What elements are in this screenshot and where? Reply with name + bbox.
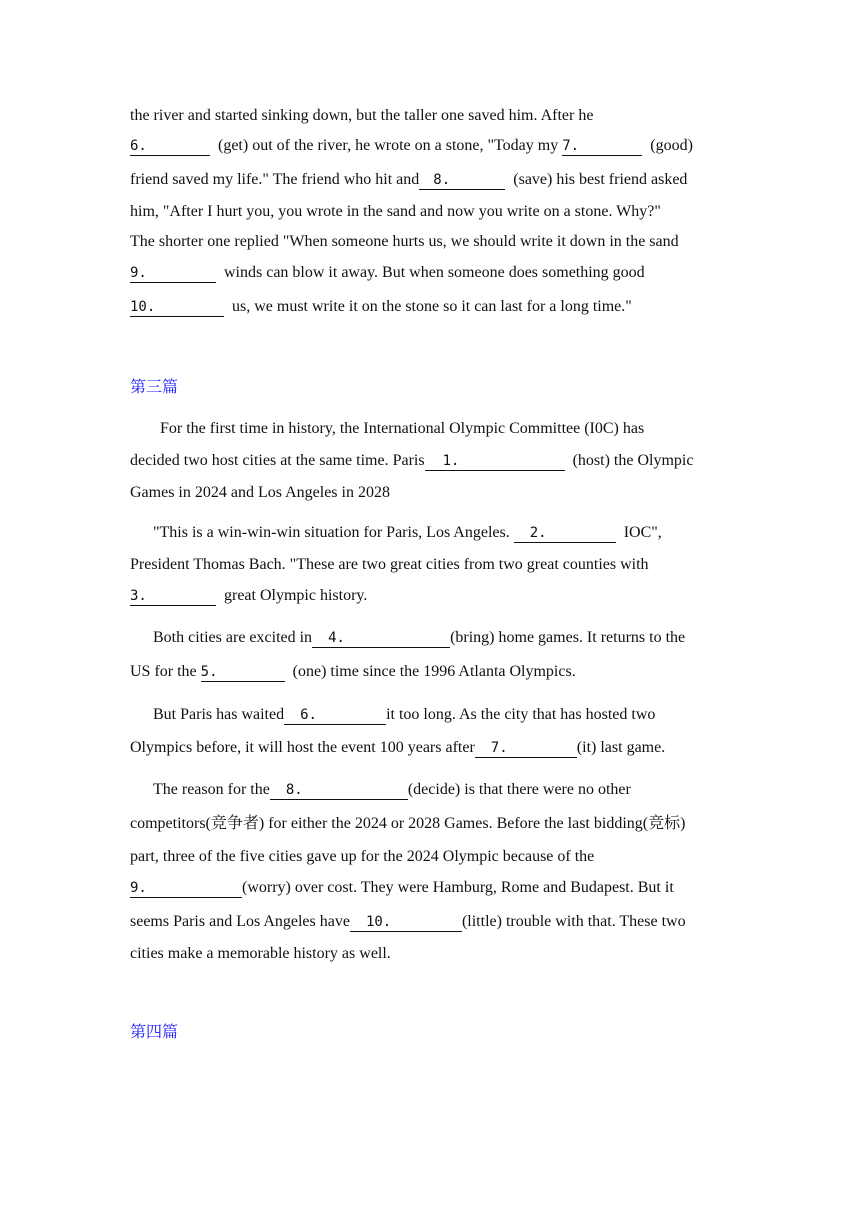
text-span: it too long. As the city that has hosted two bbox=[386, 706, 656, 723]
text-line bbox=[130, 738, 665, 758]
text-span: (little) trouble with that. These two bbox=[461, 913, 686, 930]
answer-blank[interactable]: 6. bbox=[284, 707, 386, 725]
answer-blank[interactable]: 6. bbox=[130, 138, 210, 156]
answer-blank[interactable]: 10. bbox=[130, 299, 224, 317]
answer-blank[interactable]: 2. bbox=[514, 525, 616, 543]
text-span: IOC", bbox=[615, 524, 662, 541]
answer-blank[interactable]: 7. bbox=[562, 138, 642, 156]
section-heading: 第三篇 bbox=[130, 377, 179, 396]
text-line: the river and started sinking down, but the taller one saved him. After he bbox=[130, 107, 594, 124]
text-span: Olympics before, it will host the event 100 years after bbox=[130, 739, 475, 756]
text-line bbox=[153, 705, 655, 725]
answer-blank[interactable]: 10. bbox=[350, 914, 462, 932]
text-span: (it) last game. bbox=[576, 739, 666, 756]
text-span: The reason for the bbox=[153, 781, 270, 798]
text-line bbox=[130, 170, 687, 190]
text-span: (good) bbox=[642, 137, 693, 154]
answer-blank[interactable]: 5. bbox=[201, 664, 285, 682]
text-span: decided two host cities at the same time. Paris bbox=[130, 452, 425, 469]
text-span: But Paris has waited bbox=[153, 706, 285, 723]
answer-blank[interactable]: 9. bbox=[130, 265, 216, 283]
text-span: us, we must write it on the stone so it can last for a long time." bbox=[224, 298, 632, 315]
text-line bbox=[130, 136, 693, 156]
text-span: (decide) is that there were no other bbox=[407, 781, 631, 798]
text-span: great Olympic history. bbox=[216, 587, 368, 604]
text-line: competitors(竞争者) for either the 2024 or 2028 Games. Before the last bidding(竞标) bbox=[130, 815, 686, 832]
answer-blank[interactable]: 8. bbox=[270, 782, 408, 800]
text-span: (host) the Olympic bbox=[564, 452, 694, 469]
text-span: US for the bbox=[130, 663, 201, 680]
text-span: (get) out of the river, he wrote on a stone, "Today my bbox=[210, 137, 563, 154]
text-line bbox=[130, 912, 686, 932]
text-span: friend saved my life." The friend who hit and bbox=[130, 171, 420, 188]
text-line: For the first time in history, the International Olympic Committee (I0C) has bbox=[160, 420, 645, 437]
text-line: President Thomas Bach. "These are two great cities from two great counties with bbox=[130, 556, 649, 573]
answer-blank[interactable]: 8. bbox=[419, 172, 505, 190]
text-span: winds can blow it away. But when someone does something good bbox=[216, 264, 645, 281]
text-span: (one) time since the 1996 Atlanta Olympics. bbox=[284, 663, 576, 680]
text-line bbox=[130, 878, 674, 898]
text-span: Both cities are excited in bbox=[153, 629, 313, 646]
text-line: Games in 2024 and Los Angeles in 2028 bbox=[130, 484, 390, 501]
answer-blank[interactable]: 1. bbox=[425, 453, 565, 471]
text-line: him, "After I hurt you, you wrote in the sand and now you write on a stone. Why?" bbox=[130, 203, 661, 220]
answer-blank[interactable]: 9. bbox=[130, 880, 242, 898]
text-span: (bring) home games. It returns to the bbox=[450, 629, 686, 646]
section-heading: 第四篇 bbox=[130, 1022, 179, 1041]
text-line: The shorter one replied "When someone hurts us, we should write it down in the sand bbox=[130, 233, 679, 250]
answer-blank[interactable]: 3. bbox=[130, 588, 216, 606]
answer-blank[interactable]: 4. bbox=[312, 630, 450, 648]
text-line bbox=[130, 451, 693, 471]
text-line: part, three of the five cities gave up for the 2024 Olympic because of the bbox=[130, 848, 595, 865]
text-line bbox=[153, 628, 685, 648]
text-line bbox=[153, 780, 631, 800]
text-line bbox=[130, 263, 645, 283]
text-span: (worry) over cost. They were Hamburg, Rome and Budapest. But it bbox=[242, 879, 674, 896]
text-line bbox=[130, 297, 632, 317]
text-span: seems Paris and Los Angeles have bbox=[130, 913, 350, 930]
text-span: (save) his best friend asked bbox=[505, 171, 688, 188]
text-line: cities make a memorable history as well. bbox=[130, 945, 391, 962]
text-span: "This is a win-win-win situation for Paris, Los Angeles. bbox=[153, 524, 514, 541]
text-line bbox=[130, 662, 576, 682]
text-line bbox=[153, 523, 662, 543]
text-line bbox=[130, 586, 367, 606]
answer-blank[interactable]: 7. bbox=[475, 740, 577, 758]
